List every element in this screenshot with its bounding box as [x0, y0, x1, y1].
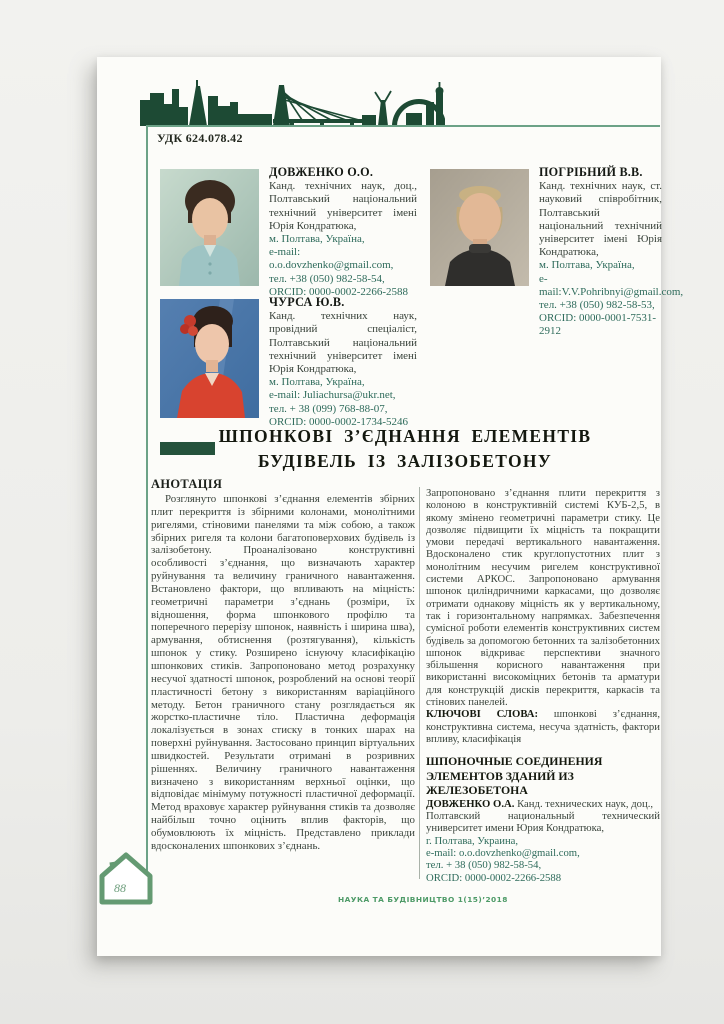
udc-code: УДК 624.078.42 [157, 131, 243, 145]
author-card-chursa [269, 296, 417, 429]
house-icon [99, 852, 153, 906]
russian-orcid: ORCID: 0000-0002-2266-2588 [426, 871, 562, 884]
page-number: 88 [114, 881, 126, 895]
author-affiliation: Канд. технічних наук, ст. науковий співробітник, Полтавський національний технічний університет імені Юрія Кондратюка, [539, 180, 662, 259]
author-city: м. Полтава, Україна, [269, 233, 365, 246]
abstract-text-right: Запропоновано з’єднання плити перекриття з колоною в конструктивній системі КУБ-2,5, в якому змінено геометричні параметри стику. Це дозволяє підвищити їх міцність та покращити умови передачі вертикального навантаження. Вдосконалено стик круглопустотних плит з монолітним несучим ригелем конструктивної системи АРКОС. Запропоновано армування шпонок циліндричними каркасами, що дозволяє отримати однакову міцність як у вертикальному, так і горизонтальному напрямках. Забезпечення сумісної роботи елементів конструктивних систем будівель за допомогою бетонних та залізобетонних шпонок відкриває перспективи значного збільшення корисного навантаження при використанні високоміцних бетонів та арматури для конструкцій дисків перекриття, каркасів та стінових панелей. [426, 487, 660, 709]
author-orcid: ORCID: 0000-0002-1734-5246 [269, 415, 409, 428]
author-affiliation: Канд. технічних наук, доц., Полтавський національний технічний університет імені Юрія Кондратюка, [269, 180, 417, 232]
russian-affiliation: Полтавский национальный технический университет имени Юрия Кондратюка, [426, 810, 660, 835]
author-name: ДОВЖЕНКО О.О. [269, 165, 374, 179]
article-title-line2: БУДІВЕЛЬ ІЗ ЗАЛІЗОБЕТОНУ [258, 451, 552, 471]
article-title-line1: ШПОНКОВІ З’ЄДНАННЯ ЕЛЕМЕНТІВ [218, 426, 592, 446]
author-phone: тел. +38 (050) 982-58-53, [539, 299, 655, 312]
russian-heading: ШПОНОЧНЫЕ СОЕДИНЕНИЯ ЭЛЕМЕНТОВ ЗДАНИЙ ИЗ ЖЕЛЕЗОБЕТОНА [426, 754, 603, 798]
column-divider [419, 487, 420, 879]
russian-phone: тел. + 38 (050) 982-58-54, [426, 859, 542, 872]
author-photo-dovzhenko [160, 169, 259, 286]
kyiv-skyline-graphic [140, 80, 445, 126]
author-phone: тел. + 38 (099) 768-88-07, [269, 402, 388, 415]
article-title [150, 424, 660, 474]
author-card-dovzhenko [269, 166, 417, 299]
author-email: e-mail: Juliachursa@ukr.net, [269, 389, 396, 402]
author-email: e-mail:V.V.Pohribnyi@gmail.com, [539, 272, 684, 298]
author-city: м. Полтава, Україна, [269, 376, 365, 389]
abstract-text-left: Розглянуто шпонкові з’єднання елементів збірних плит перекриття із збірними колонами, монолітними ригелями, стіновими панелями та між собою, а також збірних ригеля та колони багатоповерхових будівель із залізобетону. Проаналізовано конструктивні особливості з’єднання, що визначають характер руйнування та величину граничного навантаження. Встановлено фактори, що впливають на міцність: геометричні параметри з’єднань (розміри, їх відношення, форма шпонкового профілю та поперечного перерізу шпонок, наявність і ширина шва), армування, обтиснення (розтягування), кількість шпонок у стику. Розширено існуючу класифікацію шпонкових стиків. Запропоновано метод розрахунку несучої здатності шпонок, розроблений на основі теорії пластичності бетону з використанням варіаційного методу. Бетон граничного стану розглядається як жорстко-пластичне тіло. Пластична деформація локалізується в зонах стиску в тонких шарах на поверхні руйнування. Застосовано принцип віртуальних швидкостей. Результати отримані в розривних рішеннях. Величину граничного навантаження визначено з використанням верхньої оцінки, що відповідає мінімуму потужності пластичної деформації. Метод враховує характер руйнування стиків та дозволяє найбільш точно оцінить вплив факторів, що обумовлюють їх міцність. Представлено приклади вдосконалених шпонкових з’єднань. [151, 493, 415, 852]
author-affiliation: Канд. технічних наук, провідний спеціаліст, Полтавський національний технічний університет імені Юрія Кондратюка, [269, 310, 417, 376]
journal-footer: НАУКА ТА БУДІВНИЦТВО 1(15)’2018 [338, 895, 508, 904]
author-card-pohribnyi [539, 165, 684, 339]
author-photo-chursa [160, 299, 259, 418]
author-photo-pohribnyi [430, 169, 529, 286]
author-name: ПОГРІБНИЙ В.В. [539, 165, 643, 179]
abstract-column-left [151, 493, 415, 853]
author-phone: тел. +38 (050) 982-58-54, [269, 272, 385, 285]
abstract-column-right [426, 487, 660, 884]
keywords-text: шпонкові з’єднання, конструктивна система, несуча здатність, фактори впливу, класифікація [426, 708, 660, 745]
russian-email: e-mail: o.o.dovzhenko@gmail.com, [426, 846, 580, 859]
russian-city: г. Полтава, Украина, [426, 834, 519, 847]
author-orcid: ORCID: 0000-0002-2266-2588 [269, 285, 409, 298]
russian-summary-block [426, 754, 660, 884]
abstract-heading: АНОТАЦІЯ [151, 477, 223, 491]
left-border-rule [146, 125, 148, 875]
header-rule [146, 125, 660, 127]
russian-author-line [426, 798, 660, 810]
title-accent-bar [160, 442, 215, 455]
russian-author-degree: Канд. технических наук, доц., [514, 797, 654, 810]
author-email: e-mail: o.o.dovzhenko@gmail.com, [269, 246, 394, 272]
author-name: ЧУРСА Ю.В. [269, 295, 345, 309]
keywords-paragraph [426, 708, 660, 745]
russian-author-name: ДОВЖЕНКО О.А. [426, 797, 515, 810]
author-city: м. Полтава, Україна, [539, 259, 635, 272]
keywords-label: КЛЮЧОВІ СЛОВА: [426, 708, 539, 721]
author-orcid: ORCID: 0000-0001-7531-2912 [539, 312, 657, 338]
